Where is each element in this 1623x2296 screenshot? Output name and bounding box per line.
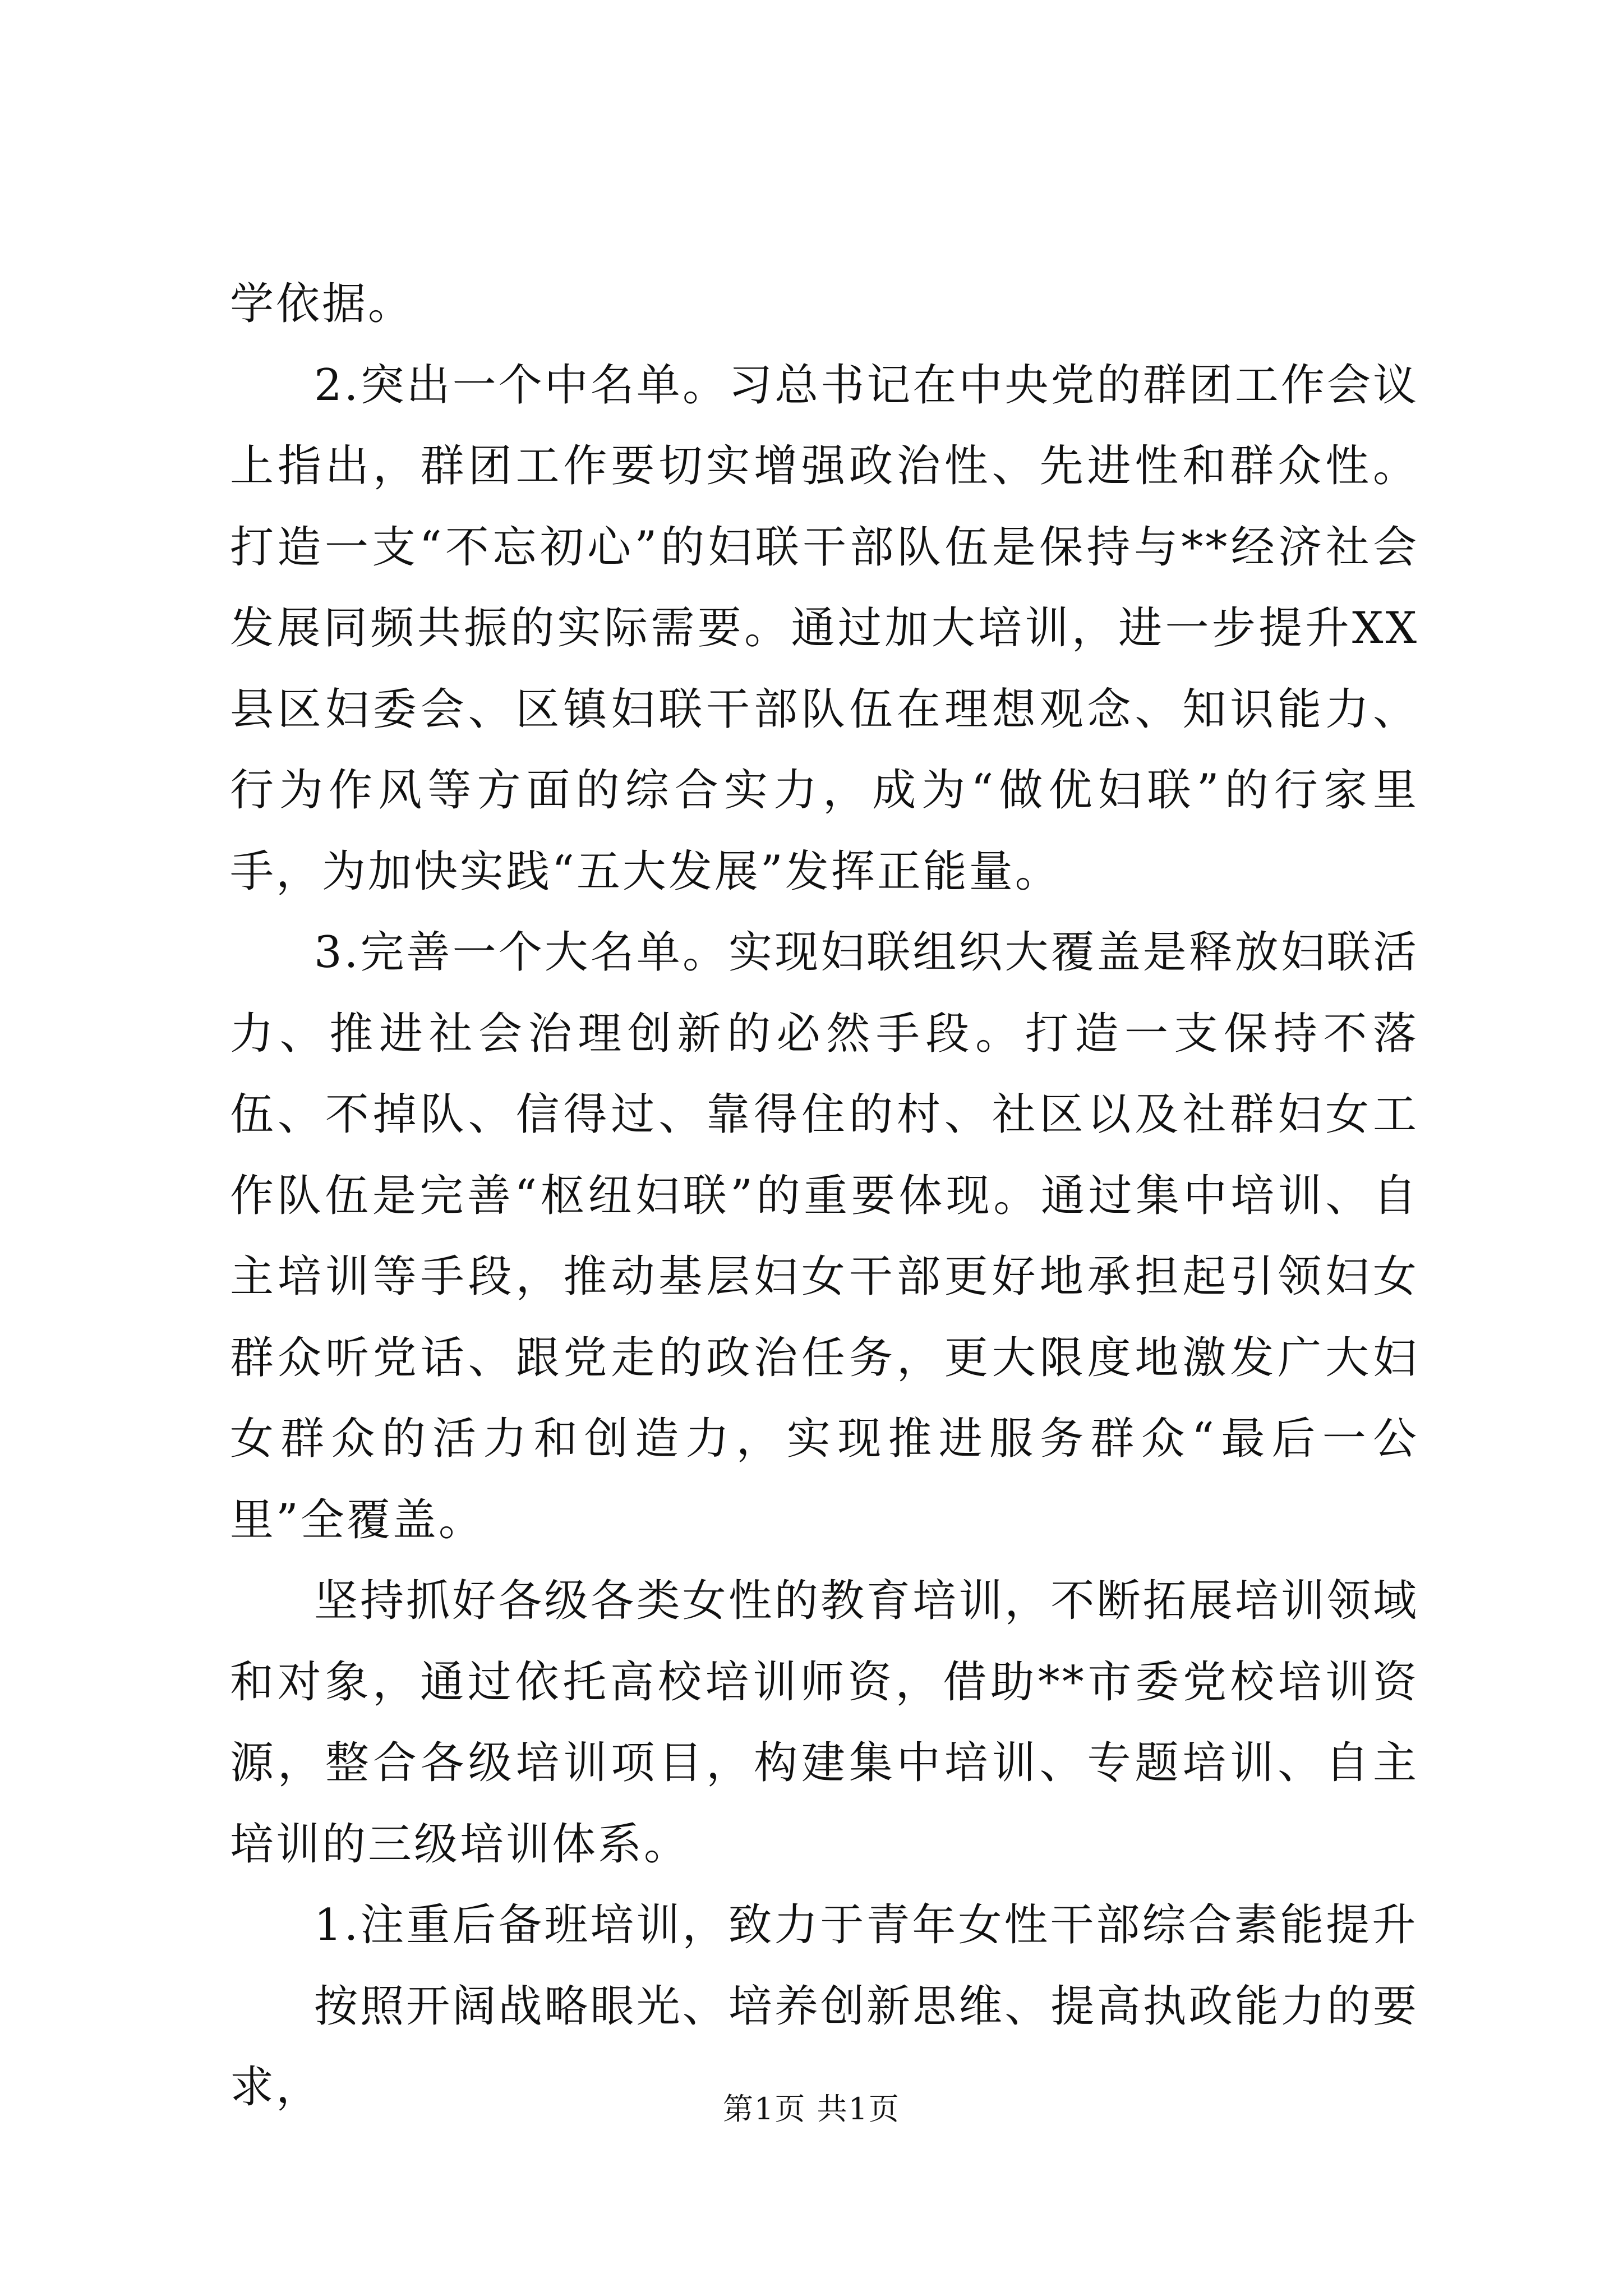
page-footer: 第1页 共1页 bbox=[723, 2091, 900, 2127]
document-body bbox=[230, 264, 1419, 2128]
section-subheading: 1.注重后备班培训，致力于青年女性干部综合素能提升 bbox=[314, 1900, 1418, 1950]
paragraph-big-list: 3.完善一个大名单。实现妇联组织大覆盖是释放妇联活力、推进社会治理创新的必然手段。打造一支保持不落伍、不掉队、信得过、靠得住的村、社区以及社群妇女工作队伍是完善“枢纽妇联”的重要体现。通过集中培训、自主培训等手段，推动基层妇女干部更好地承担起引领妇女群众听党话、跟党走的政治任务，更大限度地激发广大妇女群众的活力和创造力，实现推进服务群众“最后一公里”全覆盖。 bbox=[230, 927, 1419, 1545]
paragraph-training-system: 坚持抓好各级各类女性的教育培训，不断拓展培训领域和对象，通过依托高校培训师资，借助**市委党校培训资源，整合各级培训项目，构建集中培训、专题培训、自主培训的三级培训体系。 bbox=[230, 1576, 1419, 1870]
paragraph-continuation: 学依据。 bbox=[230, 279, 414, 329]
paragraph-requirements: 按照开阔战略眼光、培养创新思维、提高执政能力的要求， bbox=[230, 1981, 1419, 2113]
paragraph-middle-list: 2.突出一个中名单。习总书记在中央党的群团工作会议上指出，群团工作要切实增强政治性、先进性和群众性。打造一支“不忘初心”的妇联干部队伍是保持与**经济社会发展同频共振的实际需要。通过加大培训，进一步提升XX县区妇委会、区镇妇联干部队伍在理想观念、知识能力、行为作风等方面的综合实力，成为“做优妇联”的行家里手，为加快实践“五大发展”发挥正能量。 bbox=[230, 360, 1419, 897]
